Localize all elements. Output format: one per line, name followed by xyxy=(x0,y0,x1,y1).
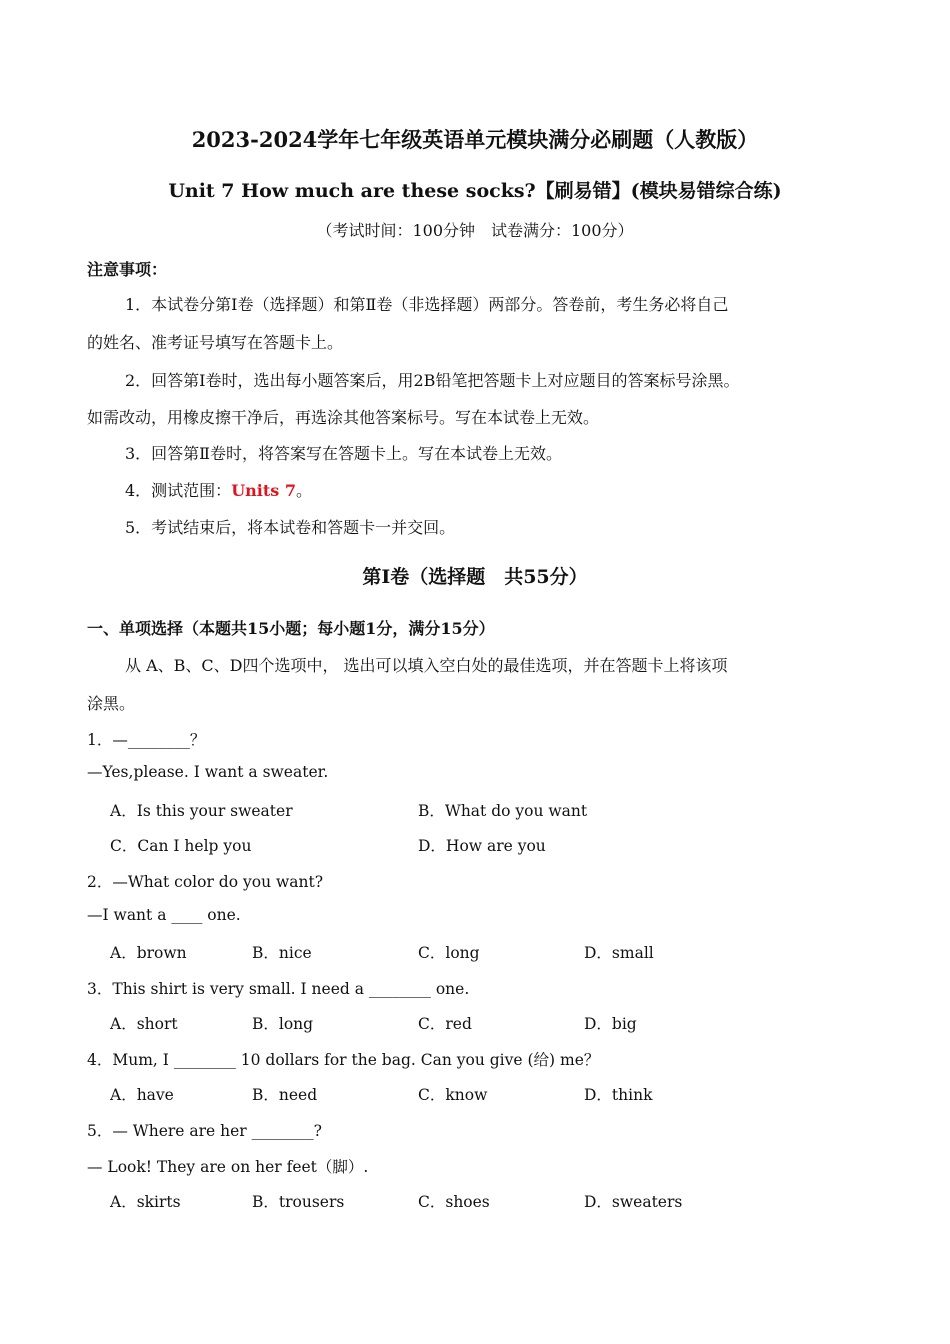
instruction-line1: 从 A、B、C、D四个选项中， 选出可以填入空白处的最佳选项，并在答题卡上将该项 xyxy=(125,656,728,675)
question-1-option-c[interactable]: C．Can I help you xyxy=(110,837,252,855)
question-3-stem: 3．This shirt is very small. I need a ________ one. xyxy=(87,980,470,998)
notice-item-4 xyxy=(125,478,312,501)
exam-info: （考试时间：100分钟 试卷满分：100分） xyxy=(316,221,634,240)
question-5-option-a[interactable]: A．skirts xyxy=(110,1193,181,1211)
question-2-option-d[interactable]: D．small xyxy=(584,944,654,962)
question-2-stem2: —I want a ____ one. xyxy=(87,906,241,924)
question-5-option-d[interactable]: D．sweaters xyxy=(584,1193,683,1211)
section-title: 第I卷（选择题 共55分） xyxy=(362,566,588,588)
instruction-line2: 涂黑。 xyxy=(87,694,136,713)
question-3-option-b[interactable]: B．long xyxy=(252,1015,314,1033)
question-4-option-c[interactable]: C．know xyxy=(418,1086,488,1104)
question-2-option-a[interactable]: A．brown xyxy=(110,944,187,962)
question-2-stem: 2．—What color do you want? xyxy=(87,873,324,891)
question-1-option-a[interactable]: A．Is this your sweater xyxy=(110,802,293,820)
question-3-option-a[interactable]: A．short xyxy=(110,1015,178,1033)
question-4-option-d[interactable]: D．think xyxy=(584,1086,653,1104)
question-4-stem: 4．Mum, I ________ 10 dollars for the bag. Can you give (给) me？ xyxy=(87,1051,600,1069)
question-2-option-b[interactable]: B．nice xyxy=(252,944,312,962)
question-4-option-a[interactable]: A．have xyxy=(110,1086,174,1104)
question-5-option-c[interactable]: C．shoes xyxy=(418,1193,490,1211)
test-range: Units 7 xyxy=(231,481,296,500)
question-5-option-b[interactable]: B．trousers xyxy=(252,1193,345,1211)
notice-item-5: 5．考试结束后，将本试卷和答题卡一并交回。 xyxy=(125,518,456,537)
question-5-stem: 5．— Where are her ________? xyxy=(87,1122,322,1140)
notice-item-1-line1: 1．本试卷分第Ⅰ卷（选择题）和第Ⅱ卷（非选择题）两部分。答卷前，考生务必将自己 xyxy=(125,295,729,314)
question-4-option-b[interactable]: B．need xyxy=(252,1086,318,1104)
notice-item-2-line1: 2．回答第Ⅰ卷时，选出每小题答案后，用2B铅笔把答题卡上对应题目的答案标号涂黑。 xyxy=(125,371,740,390)
notice-item-4-suffix: 。 xyxy=(295,481,312,500)
question-3-option-d[interactable]: D．big xyxy=(584,1015,637,1033)
question-2-option-c[interactable]: C．long xyxy=(418,944,480,962)
question-3-option-c[interactable]: C．red xyxy=(418,1015,472,1033)
question-1-stem2: —Yes,please. I want a sweater. xyxy=(87,763,329,781)
question-1-stem: 1．—________？ xyxy=(87,731,206,749)
question-1-option-b[interactable]: B．What do you want xyxy=(418,802,588,820)
part1-heading: 一、单项选择（本题共15小题；每小题1分，满分15分） xyxy=(87,619,495,638)
question-5-stem2: — Look! They are on her feet（脚）. xyxy=(87,1158,369,1176)
unit-subtitle: Unit 7 How much are these socks?【刷易错】(模块易错综合练) xyxy=(168,180,782,202)
notice-heading: 注意事项： xyxy=(87,260,168,279)
exam-title: 2023-2024学年七年级英语单元模块满分必刷题（人教版） xyxy=(191,127,759,152)
notice-item-4-prefix: 4．测试范围： xyxy=(125,481,232,500)
notice-item-1-line2: 的姓名、准考证号填写在答题卡上。 xyxy=(87,333,344,352)
question-1-option-d[interactable]: D．How are you xyxy=(418,837,546,855)
notice-item-2-line2: 如需改动，用橡皮擦干净后，再选涂其他答案标号。写在本试卷上无效。 xyxy=(87,408,600,427)
notice-item-3: 3．回答第Ⅱ卷时，将答案写在答题卡上。写在本试卷上无效。 xyxy=(125,444,563,463)
